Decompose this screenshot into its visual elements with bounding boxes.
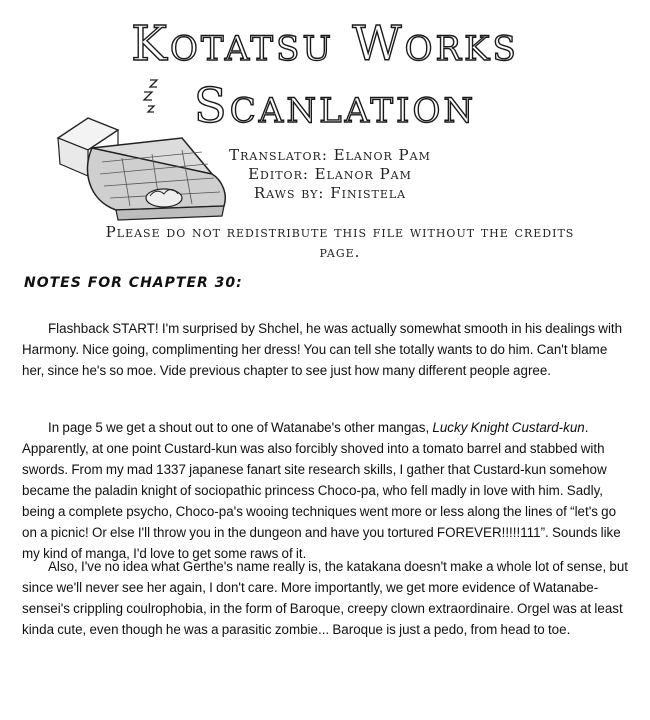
- credit-raws: Raws by: Finistela: [253, 184, 407, 202]
- header-title-line-2: Scanlation: [193, 78, 477, 134]
- paragraph-2-text-after: . Apparently, at one point Custard-kun was also forcibly shoved into a tomato barrel and stabbed with swords. From my mad 1337 japanese fanart site research skills, I gather that Custard-kun somehow became the paladin knight of sociopathic princess Choco-pa, who fell madly in love with him. Sadly, being a complete psycho, Choco-pa's wooing techniques went more or less along the lines of “let's go on a picnic! Or else I'll throw you in the dungeon and have you tortured FOREVER!!!!!111”. Sounds like my kind of manga, I'd love to get some raws of it.: [22, 420, 621, 561]
- redistribution-notice: Please do not redistribute this file without the credits page.: [105, 223, 575, 261]
- credit-translator: Translator: Elanor Pam: [229, 146, 431, 164]
- notes-paragraph-3: Also, I've no idea what Gerthe's name really is, the katakana doesn't make a whole lot of sense, but since we'll never see her again, I don't care. More importantly, we get more evidence of Watanabe-sensei's crippling coulrophobia, in the form of Baroque, creepy clown extraordinaire. Orgel was at least kinda cute, even though he was a parasitic zombie... Baroque is just a pedo, from head to toe.: [22, 559, 629, 637]
- notes-heading: NOTES FOR CHAPTER 30:: [24, 275, 243, 291]
- credit-editor: Editor: Elanor Pam: [248, 165, 412, 183]
- notes-paragraph-1: Flashback START! I'm surprised by Shchel, he was actually somewhat smooth in his dealings with Harmony. Nice going, complimenting her dress! You can tell she totally wants to do him. Can't blame her, since he's so moe. Vide previous chapter to see just how many different people agree.: [22, 321, 623, 378]
- manga-title-italic: Lucky Knight Custard-kun: [432, 420, 585, 435]
- sleeping-z-icon: [144, 80, 157, 112]
- paragraph-2-text-before: In page 5 we get a shout out to one of Watanabe's other mangas,: [48, 420, 433, 435]
- header-title-line-1: Kotatsu Works: [131, 16, 519, 72]
- notes-paragraph-2: [22, 417, 632, 564]
